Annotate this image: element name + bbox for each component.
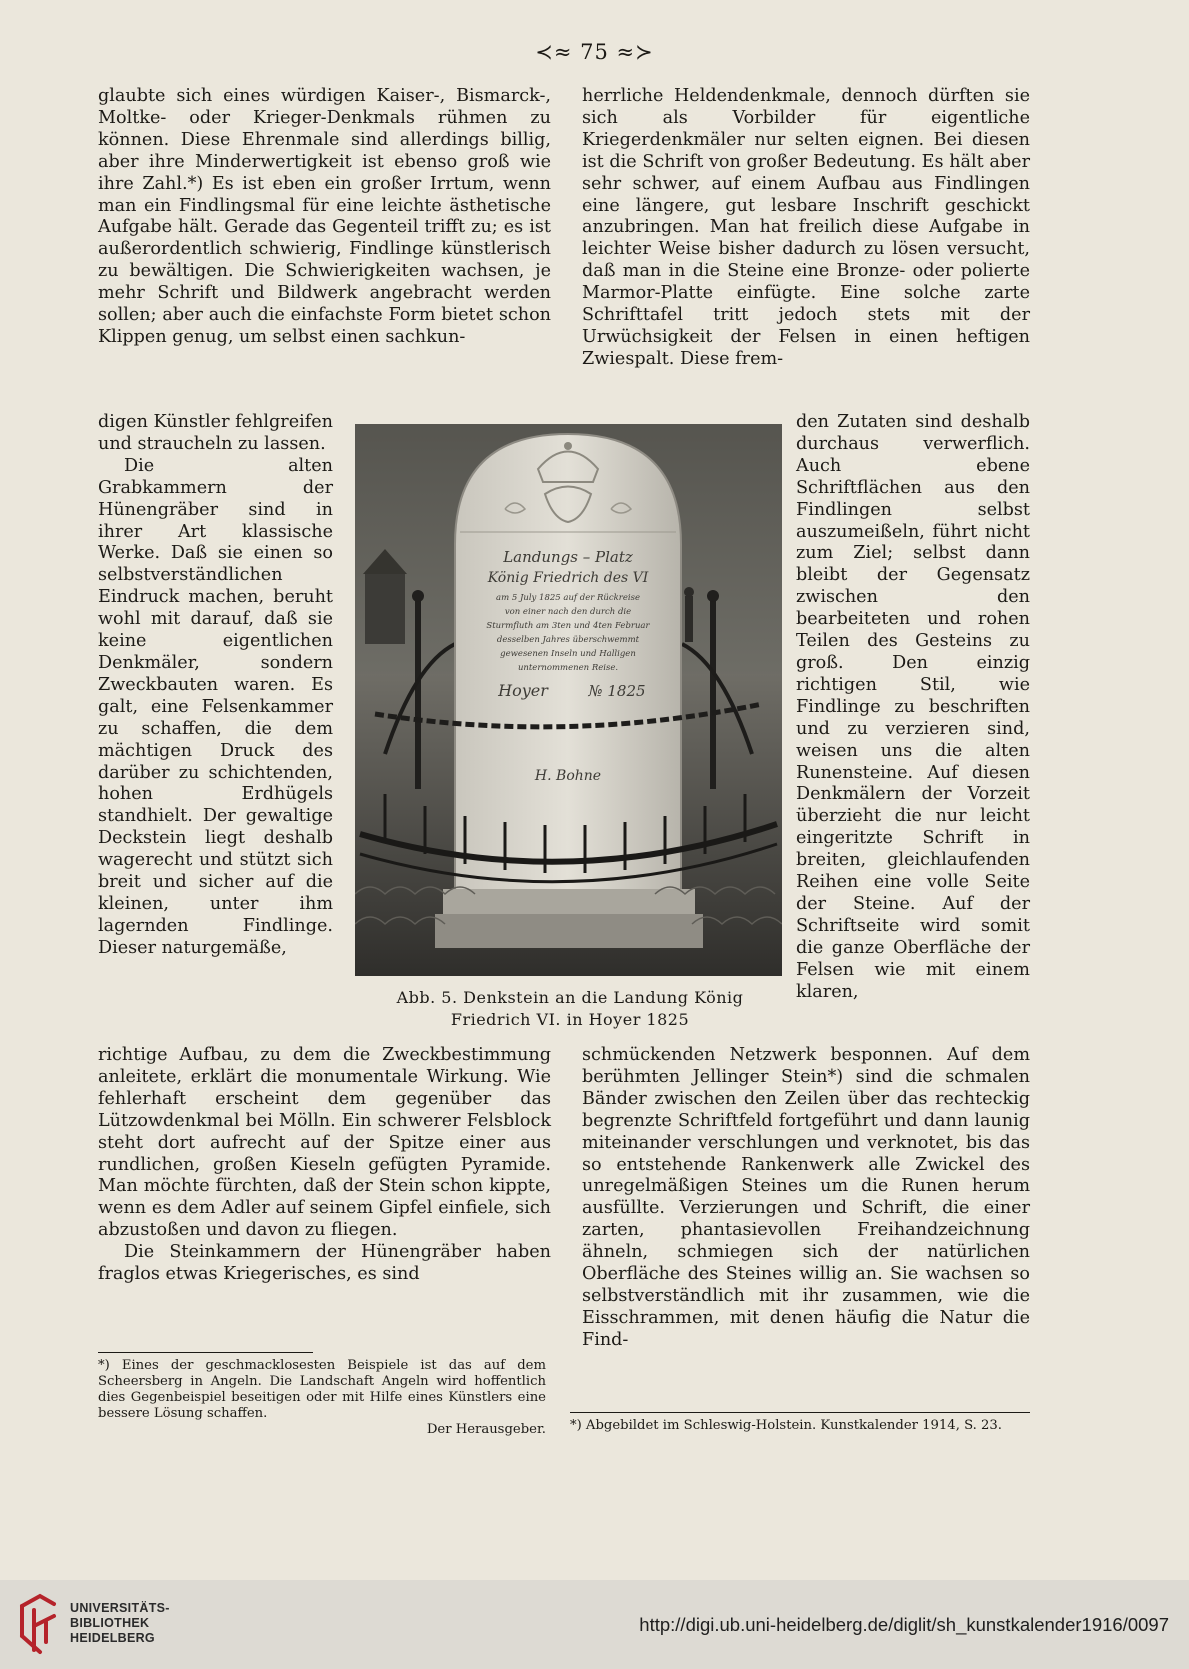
footnote-divider: [98, 1352, 313, 1353]
left-column-top: [98, 86, 551, 349]
inscription-year: № 1825: [588, 682, 646, 700]
paragraph: den Zutaten sind deshalb durchaus verwerflich. Auch ebene Schriftflächen aus den Findlingen selbst auszumeißeln, führt nicht zum Ziel; selbst dann bleibt der Gegensatz zwischen den bearbeiteten und rohen Teilen des Gesteins zu groß. Den einzig richtigen Stil, wie Findlinge zu beschriften und zu verzieren sind, weisen uns die alten Runensteine. Auf diesen Denkmälern der Vorzeit überzieht die nur leicht eingeritzte Schrift in breiten, gleichlaufenden Reihen eine volle Seite der Steine. Auf der Schriftseite wird somit die ganze Oberfläche der Felsen wie mit einem klaren,: [796, 412, 1030, 1002]
paragraph: richtige Aufbau, zu dem die Zweckbestimmung anleitete, erklärt die monumentale Wirkung. Wie fehlerhaft erscheint dem gegenüber das Lützowdenkmal bei Mölln. Ein schwerer Felsblock steht dort aufrecht auf der Spitze einer aus rundlichen, großen Kieseln gefügten Pyramide. Man möchte fürchten, daß der Stein schon kippte, wenn es dem Adler auf seinem Gipfel einfiele, sich abzustoßen und davon zu fliegen.: [98, 1045, 551, 1241]
paragraph: Die alten Grabkammern der Hünengräber sind in ihrer Art klassische Werke. Daß sie einen so selbstverständlichen Eindruck machen, beruht wohl mit darauf, daß sie keine eigentlichen Denkmäler, sondern Zweckbauten waren. Es galt, eine Felsenkammer zu schaffen, die dem mächtigen Druck des darüber zu schichtenden, hohen Erdhügels standhielt. Der gewaltige Deckstein liegt deshalb wagerecht und stützt sich breit und sicher auf die kleinen, unter ihm lagernden Findlinge. Dieser naturgemäße,: [98, 455, 333, 958]
paragraph: Die Steinkammern der Hünengräber haben fraglos etwas Kriegerisches, es sind: [98, 1242, 551, 1285]
left-column-narrow: [98, 412, 333, 960]
right-column-narrow: [796, 412, 1030, 1003]
inscription-line: desselben Jahres überschwemmt: [496, 635, 640, 645]
paragraph: glaubte sich eines würdigen Kaiser-, Bismarck-, Moltke- oder Krieger-Denkmals rühmen zu können. Diese Ehrenmale sind allerdings billig, aber ihre Minderwertigkeit ist ebenso groß wie ihre Zahl.*) Es ist eben ein großer Irrtum, wenn man ein Findlingsmal für eine leichte ästhetische Aufgabe hält. Gerade das Gegenteil trifft zu; es ist außerordentlich schwierig, Findlinge künstlerisch zu bewältigen. Die Schwierigkeiten wachsen, je mehr Schrift und Bildwerk angebracht werden sollen; aber auch die einfachste Form bietet schon Klippen genug, um selbst einen sachkun-: [98, 86, 551, 347]
footnote-left: [98, 1358, 546, 1438]
inscription-line: gewesenen Inseln und Halligen: [500, 649, 636, 659]
caption-line: Abb. 5. Denkstein an die Landung König: [396, 988, 744, 1007]
memorial-stone-illustration: [355, 424, 782, 976]
paragraph: schmückenden Netzwerk besponnen. Auf dem berühmten Jellinger Stein*) sind die schmalen Bänder zwischen den Zeilen über das rechteckig begrenzte Schriftfeld fortgeführt und dann launig miteinander verschlungen und verknotet, bis das so entstehende Rankenwerk alle Zwickel des unregelmäßigen Steines um die Runen herum ausfüllte. Verzierungen und Schrift, die einer zarten, phantasievollen Freihandzeichnung ähneln, schmiegen sich der natürlichen Oberfläche des Steines willig an. Sie wachsen so selbstverständlich mit ihr zusammen, wie die Eisschrammen, mit denen häufig die Natur die Find-: [582, 1045, 1030, 1350]
page-number-value: 75: [580, 40, 609, 64]
footnote-signature: Der Herausgeber.: [426, 1422, 546, 1437]
logo-line: UNIVERSITÄTS-: [70, 1601, 170, 1615]
figure-caption: [340, 987, 800, 1031]
inscription-maker: H. Bohne: [534, 768, 602, 784]
footnote-divider: [570, 1412, 1030, 1413]
source-url[interactable]: http://digi.ub.uni-heidelberg.de/diglit/sh_kunstkalender1916/0097: [639, 1614, 1169, 1635]
inscription-place: Hoyer: [498, 681, 548, 700]
paragraph: herrliche Heldendenkmale, dennoch dürften sie sich als Vorbilder für eigentliche Kriegerdenkmäler nur selten eignen. Bei diesen ist die Schrift von großer Bedeutung. Es hält aber sehr schwer, auf einem Aufbau aus Findlingen eine längere, gut lesbare Inschrift geschickt anzubringen. Man hat freilich diese Aufgabe in leichter Weise bisher dadurch zu lösen versucht, daß man in die Steine eine Bronze- oder polierte Marmor-Platte einfügte. Eine solche zarte Schrifttafel tritt jedoch stets mit der Urwüchsigkeit der Felsen in einen heftigen Zwiespalt. Diese frem-: [582, 86, 1030, 369]
caption-line: Friedrich VI. in Hoyer 1825: [450, 1010, 690, 1029]
figure-photo-memorial-stone: [355, 424, 782, 976]
university-logo-icon[interactable]: [14, 1592, 62, 1658]
inscription-line: Sturmfluth am 3ten und 4ten Februar: [486, 621, 650, 631]
inscription-line: König Friedrich des VI: [487, 570, 649, 586]
right-column-bottom: [582, 1045, 1030, 1352]
inscription-line: unternommenen Reise.: [517, 663, 619, 673]
footnote-text: *) Abgebildet im Schleswig-Holstein. Kunstkalender 1914, S. 23.: [570, 1418, 1002, 1433]
ornament-right-icon: ≈≻: [608, 40, 654, 64]
inscription-line: am 5 July 1825 auf der Rückreise: [496, 593, 640, 603]
footnote-right: [570, 1418, 1030, 1434]
left-column-bottom: [98, 1045, 551, 1286]
ornament-left-icon: ≺≈: [535, 40, 581, 64]
logo-line: BIBLIOTHEK: [70, 1616, 150, 1630]
right-column-top: [582, 86, 1030, 371]
paragraph: digen Künstler fehlgreifen und straucheln zu lassen.: [98, 412, 333, 454]
footnote-text: *) Eines der geschmacklosesten Beispiele ist das auf dem Scheersberg in Angeln. Die Landschaft Angeln wird hoffentlich dies Gegenbeispiel beseitigen oder mit Hilfe eines Künstlers eine bessere Lösung schaffen.: [98, 1358, 546, 1421]
footer-bar: [0, 1580, 1189, 1669]
inscription-line: von einer nach den durch die: [504, 607, 632, 617]
university-logo-text[interactable]: [70, 1601, 170, 1646]
page-number: [0, 40, 1189, 64]
inscription-line: Landungs – Platz: [503, 548, 633, 566]
logo-line: HEIDELBERG: [70, 1631, 155, 1645]
